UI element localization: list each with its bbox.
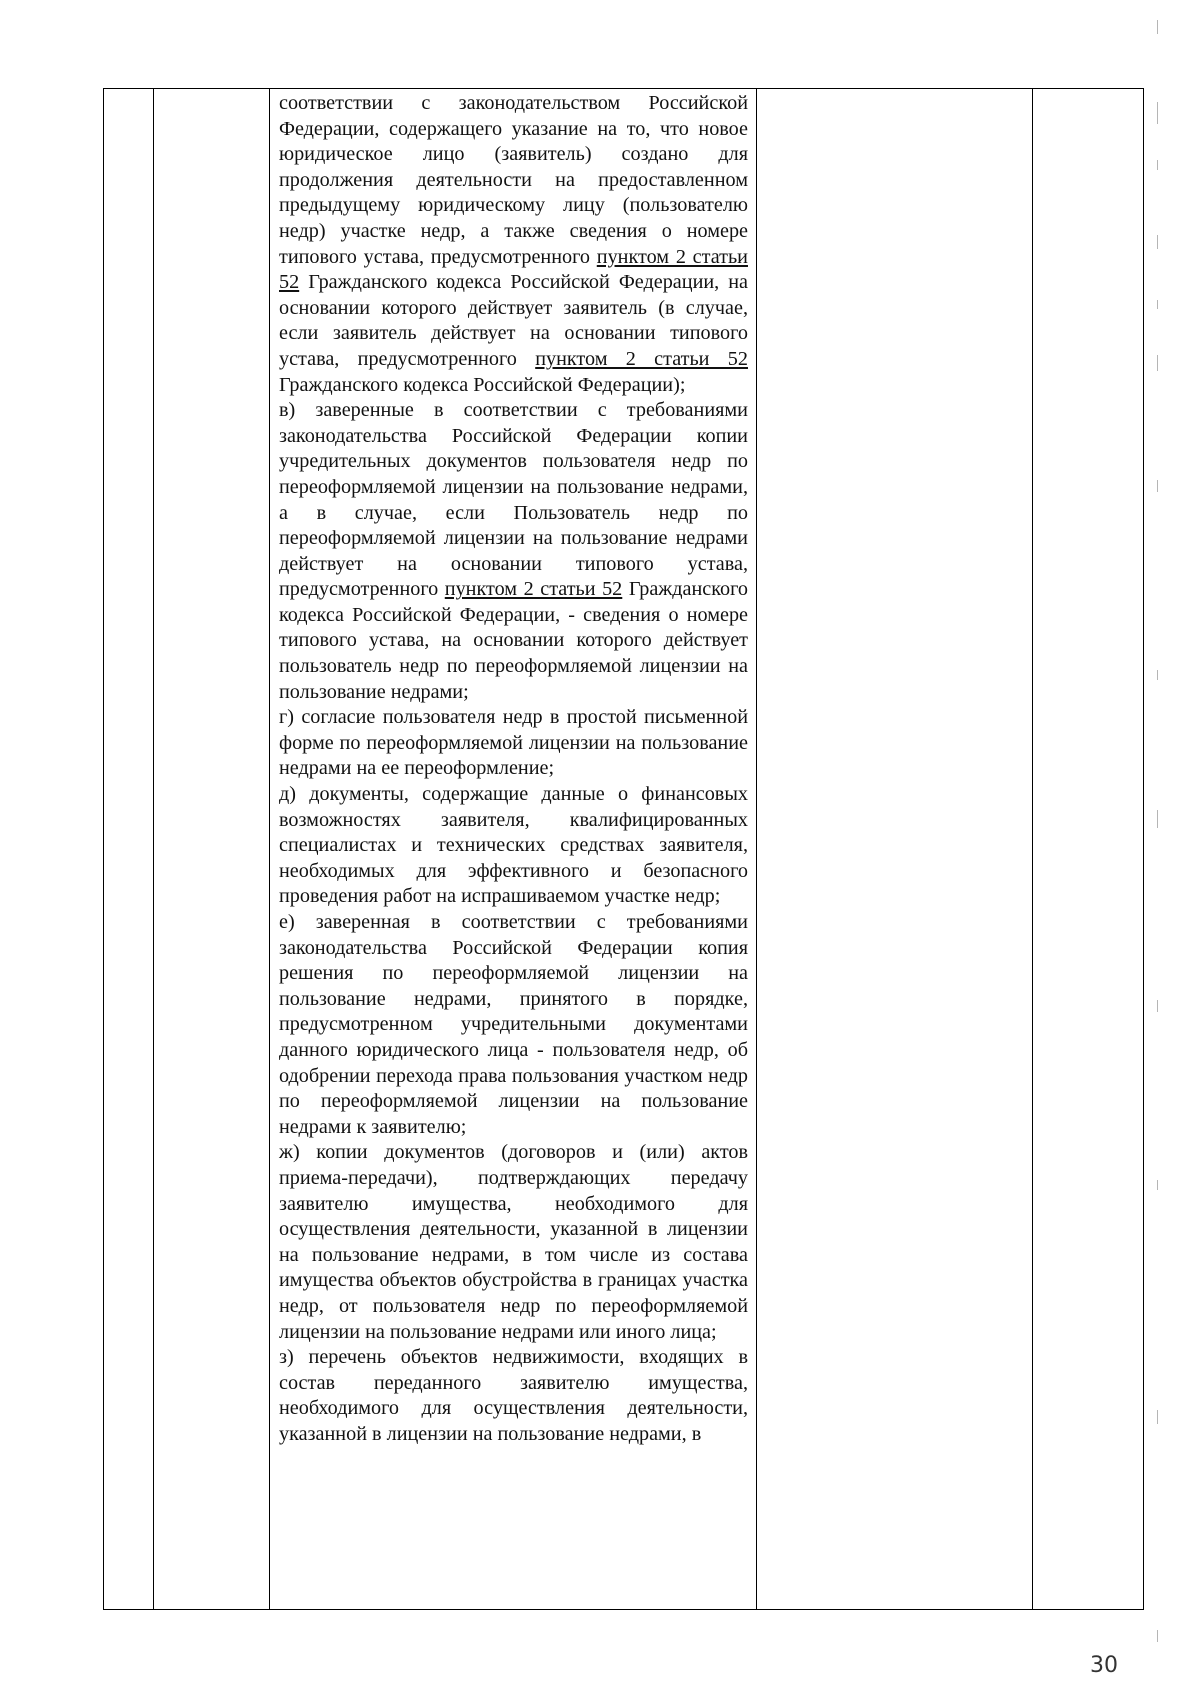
paragraph-list <box>279 91 748 1447</box>
paragraph-text: ж) копии документов (договоров и (или) актов приема-передачи), подтверждающих передачу заявителю имущества, необходимого для осуществления деятельности, указанной в лицензии на пользование недрами, в том числе из состава имущества объектов обустройства в границах участка недр, от пользователя недр по переоформляемой лицензии на пользование недрами или иного лица; <box>279 1141 748 1343</box>
empty-cell <box>757 89 1033 1610</box>
table-row <box>104 89 1144 1610</box>
paragraph-text: з) перечень объектов недвижимости, входящих в состав переданного заявителю имущества, необходимого для осуществления деятельности, указанной в лицензии на пользование недрами, в <box>279 1346 748 1445</box>
paragraph-p-b-continued <box>279 91 748 398</box>
paragraph-p-e <box>279 910 748 1140</box>
requirements-text-cell <box>270 89 757 1610</box>
paragraph-text: соответствии с законодательством Российской Федерации, содержащего указание на то, что новое юридическое лицо (заявитель) создано для продолжения деятельности на предоставленном предыдущему юридическому лицу (пользователю недр) участке недр, а также сведения о номере типового устава, предусмотренного <box>279 92 748 268</box>
paragraph-text: в) заверенные в соответствии с требованиями законодательства Российской Федерации копии учредительных документов пользователя недр по переоформляемой лицензии на пользование недрами, а в случае, если Пользователь недр по переоформляемой лицензии на пользование недрами действует на основании типового устава, предусмотренного <box>279 399 748 601</box>
empty-cell <box>1033 89 1144 1610</box>
paragraph-text: г) согласие пользователя недр в простой письменной форме по переоформляемой лицензии на пользование недрами на ее переоформление; <box>279 706 748 780</box>
law-reference-link[interactable]: пунктом 2 статьи 52 <box>535 347 748 370</box>
paragraph-p-d <box>279 782 748 910</box>
paragraph-p-v <box>279 398 748 705</box>
paragraph-text: Гражданского кодекса Российской Федерации); <box>279 373 686 396</box>
number-cell <box>104 89 154 1610</box>
paragraph-text: Гражданского кодекса Российской Федерации, - сведения о номере типового устава, на основании которого действует пользователь недр по переоформляемой лицензии на пользование недрами; <box>279 578 748 703</box>
scan-edge-marks <box>1155 10 1161 1690</box>
requirements-table <box>103 88 1144 1610</box>
empty-cell <box>154 89 270 1610</box>
paragraph-p-zh <box>279 1140 748 1345</box>
paragraph-p-z <box>279 1345 748 1447</box>
paragraph-text: д) документы, содержащие данные о финансовых возможностях заявителя, квалифицированных специалистах и технических средствах заявителя, необходимых для эффективного и безопасного проведения работ на испрашиваемом участке недр; <box>279 783 748 908</box>
paragraph-p-g <box>279 705 748 782</box>
page-number: 30 <box>1090 1653 1118 1678</box>
law-reference-link[interactable]: пунктом 2 статьи 52 <box>444 578 623 601</box>
paragraph-text: е) заверенная в соответствии с требованиями законодательства Российской Федерации копия решения по переоформляемой лицензии на пользование недрами, принятого в порядке, предусмотренном учредительными документами данного юридического лица - пользователя недр, об одобрении перехода права пользования участком недр по переоформляемой лицензии на пользование недрами к заявителю; <box>279 911 748 1138</box>
paragraph-text: Гражданского кодекса Российской Федерации, на основании которого действует заявитель (в случае, если заявитель действует на основании типового устава, предусмотренного <box>279 271 748 370</box>
law-reference-link[interactable]: пунктом 2 статьи 52 <box>279 245 748 294</box>
